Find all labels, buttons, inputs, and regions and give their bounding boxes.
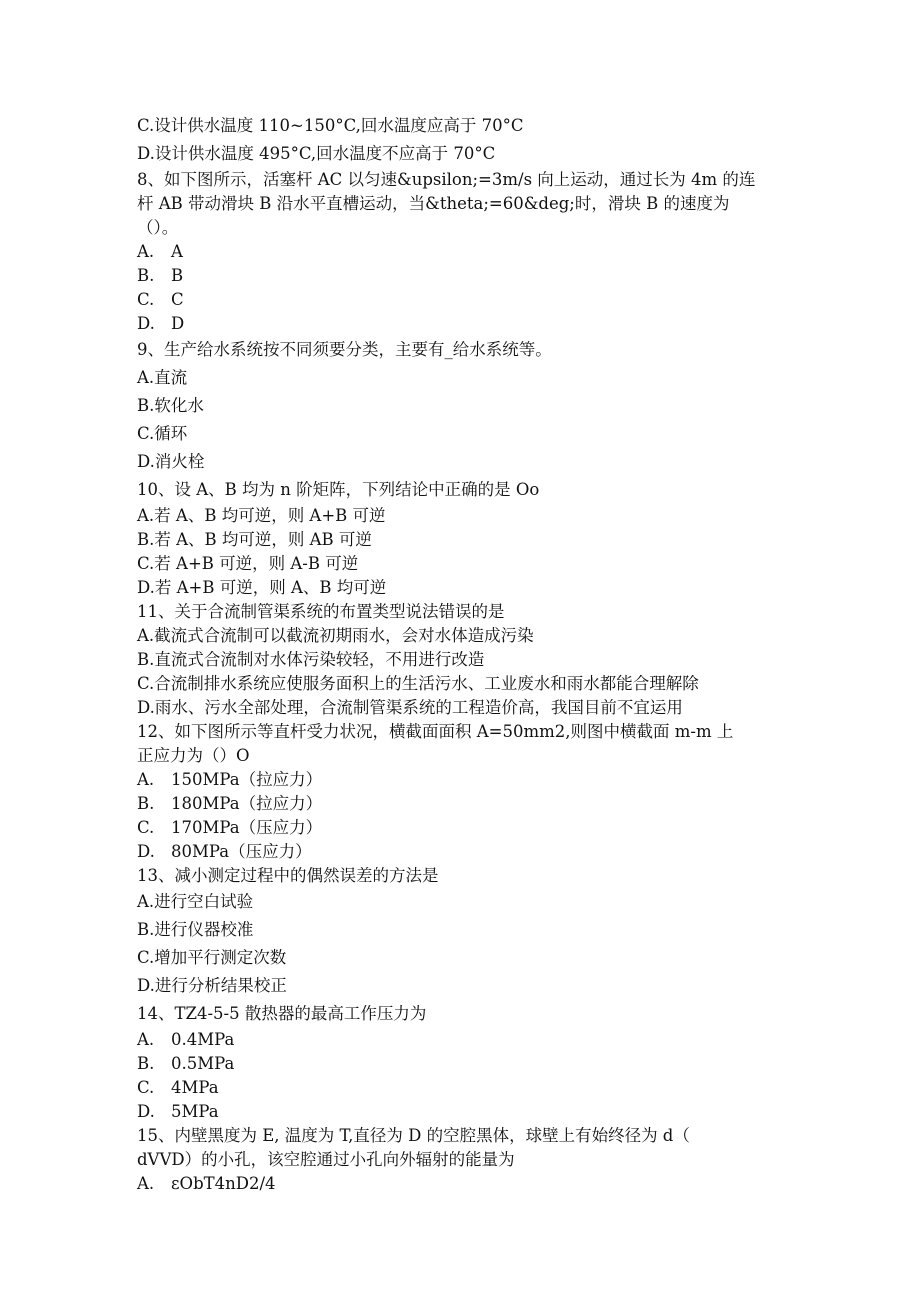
- option-line: [137, 264, 787, 288]
- option-line: D.设计供水温度 495°C,回水温度不应高于 70°C: [137, 144, 496, 163]
- option-line: B.进行仪器校准: [137, 920, 254, 939]
- option-letter: B.: [137, 266, 155, 285]
- option-letter: B.: [137, 794, 155, 813]
- option-text: 150MPa（拉应力）: [171, 770, 323, 789]
- option-line: A.进行空白试验: [137, 892, 254, 911]
- option-line: A.直流: [137, 368, 188, 387]
- option-letter: C.: [137, 818, 155, 837]
- question-15-line-2: dVVD）的小孔，该空腔通过小孔向外辐射的能量为: [137, 1150, 515, 1169]
- option-text: C: [171, 290, 184, 309]
- option-line: C.循环: [137, 424, 188, 443]
- option-letter: C.: [137, 290, 155, 309]
- option-text: 180MPa（拉应力）: [171, 794, 323, 813]
- option-text: A: [171, 242, 183, 261]
- question-8-line-1: 8、如下图所示，活塞杆 AC 以匀速&upsilon;=3m/s 向上运动，通过长为 4m 的连: [137, 170, 756, 189]
- option-letter: A.: [137, 1174, 155, 1193]
- option-line: [137, 1100, 787, 1124]
- option-line: C.若 A+B 可逆，则 A-B 可逆: [137, 554, 359, 573]
- option-line: [137, 840, 787, 864]
- option-text: B: [171, 266, 184, 285]
- option-line: D.雨水、污水全部处理，合流制管渠系统的工程造价高，我国目前不宜运用: [137, 698, 683, 717]
- option-text: 170MPa（压应力）: [171, 818, 323, 837]
- option-line: [137, 1172, 787, 1196]
- option-line: C.合流制排水系统应使服务面积上的生活污水、工业废水和雨水都能合理解除: [137, 674, 699, 693]
- option-letter: A.: [137, 1030, 155, 1049]
- option-text: 0.4MPa: [171, 1030, 235, 1049]
- option-line: A.若 A、B 均可逆，则 A+B 可逆: [137, 506, 386, 525]
- question-8-line-3: （）。: [137, 218, 179, 237]
- option-line: B.软化水: [137, 396, 204, 415]
- option-letter: C.: [137, 1078, 155, 1097]
- question-12-line-1: 12、如下图所示等直杆受力状况，横截面面积 A=50mm2,则图中横截面 m-m 上: [137, 722, 734, 741]
- option-line: C.增加平行测定次数: [137, 948, 287, 967]
- option-text: 4MPa: [171, 1078, 219, 1097]
- option-letter: A.: [137, 242, 155, 261]
- option-line: D.消火栓: [137, 452, 205, 471]
- option-letter: D.: [137, 1102, 155, 1121]
- option-line: [137, 1052, 787, 1076]
- option-line: B.若 A、B 均可逆，则 AB 可逆: [137, 530, 372, 549]
- question-8-line-2: 杆 AB 带动滑块 B 沿水平直槽运动，当&theta;=60&deg;时，滑块 B 的速度为: [137, 194, 730, 213]
- option-letter: A.: [137, 770, 155, 789]
- option-line: A.截流式合流制可以截流初期雨水，会对水体造成污染: [137, 626, 534, 645]
- question-14: 14、TZ4-5-5 散热器的最高工作压力为: [137, 1004, 427, 1023]
- option-line: D.若 A+B 可逆，则 A、B 均可逆: [137, 578, 387, 597]
- option-line: [137, 792, 787, 816]
- option-letter: D.: [137, 314, 155, 333]
- option-text: 5MPa: [171, 1102, 219, 1121]
- question-11: 11、关于合流制管渠系统的布置类型说法错误的是: [137, 602, 505, 621]
- option-text: 80MPa（压应力）: [171, 842, 312, 861]
- question-12-line-2: 正应力为（）O: [137, 746, 250, 765]
- option-line: [137, 816, 787, 840]
- option-line: C.设计供水温度 110~150°C,回水温度应高于 70°C: [137, 116, 524, 135]
- option-line: [137, 240, 787, 264]
- option-letter: D.: [137, 842, 155, 861]
- option-text: 0.5MPa: [171, 1054, 235, 1073]
- question-13: 13、减小测定过程中的偶然误差的方法是: [137, 866, 439, 885]
- question-15-line-1: 15、内壁黑度为 E, 温度为 T,直径为 D 的空腔黑体，球壁上有始终径为 d（: [137, 1126, 690, 1145]
- option-letter: B.: [137, 1054, 155, 1073]
- option-text: D: [171, 314, 185, 333]
- option-line: [137, 1028, 787, 1052]
- option-line: [137, 288, 787, 312]
- option-line: [137, 768, 787, 792]
- option-line: [137, 1076, 787, 1100]
- option-line: B.直流式合流制对水体污染较轻，不用进行改造: [137, 650, 485, 669]
- document-content: [137, 112, 787, 1196]
- option-line: [137, 312, 787, 336]
- question-10: 10、设 A、B 均为 n 阶矩阵，下列结论中正确的是 Oo: [137, 480, 540, 499]
- question-9: 9、生产给水系统按不同须要分类，主要有_给水系统等。: [137, 340, 552, 359]
- option-text: εObT4nD2/4: [171, 1174, 276, 1193]
- option-line: D.进行分析结果校正: [137, 976, 287, 995]
